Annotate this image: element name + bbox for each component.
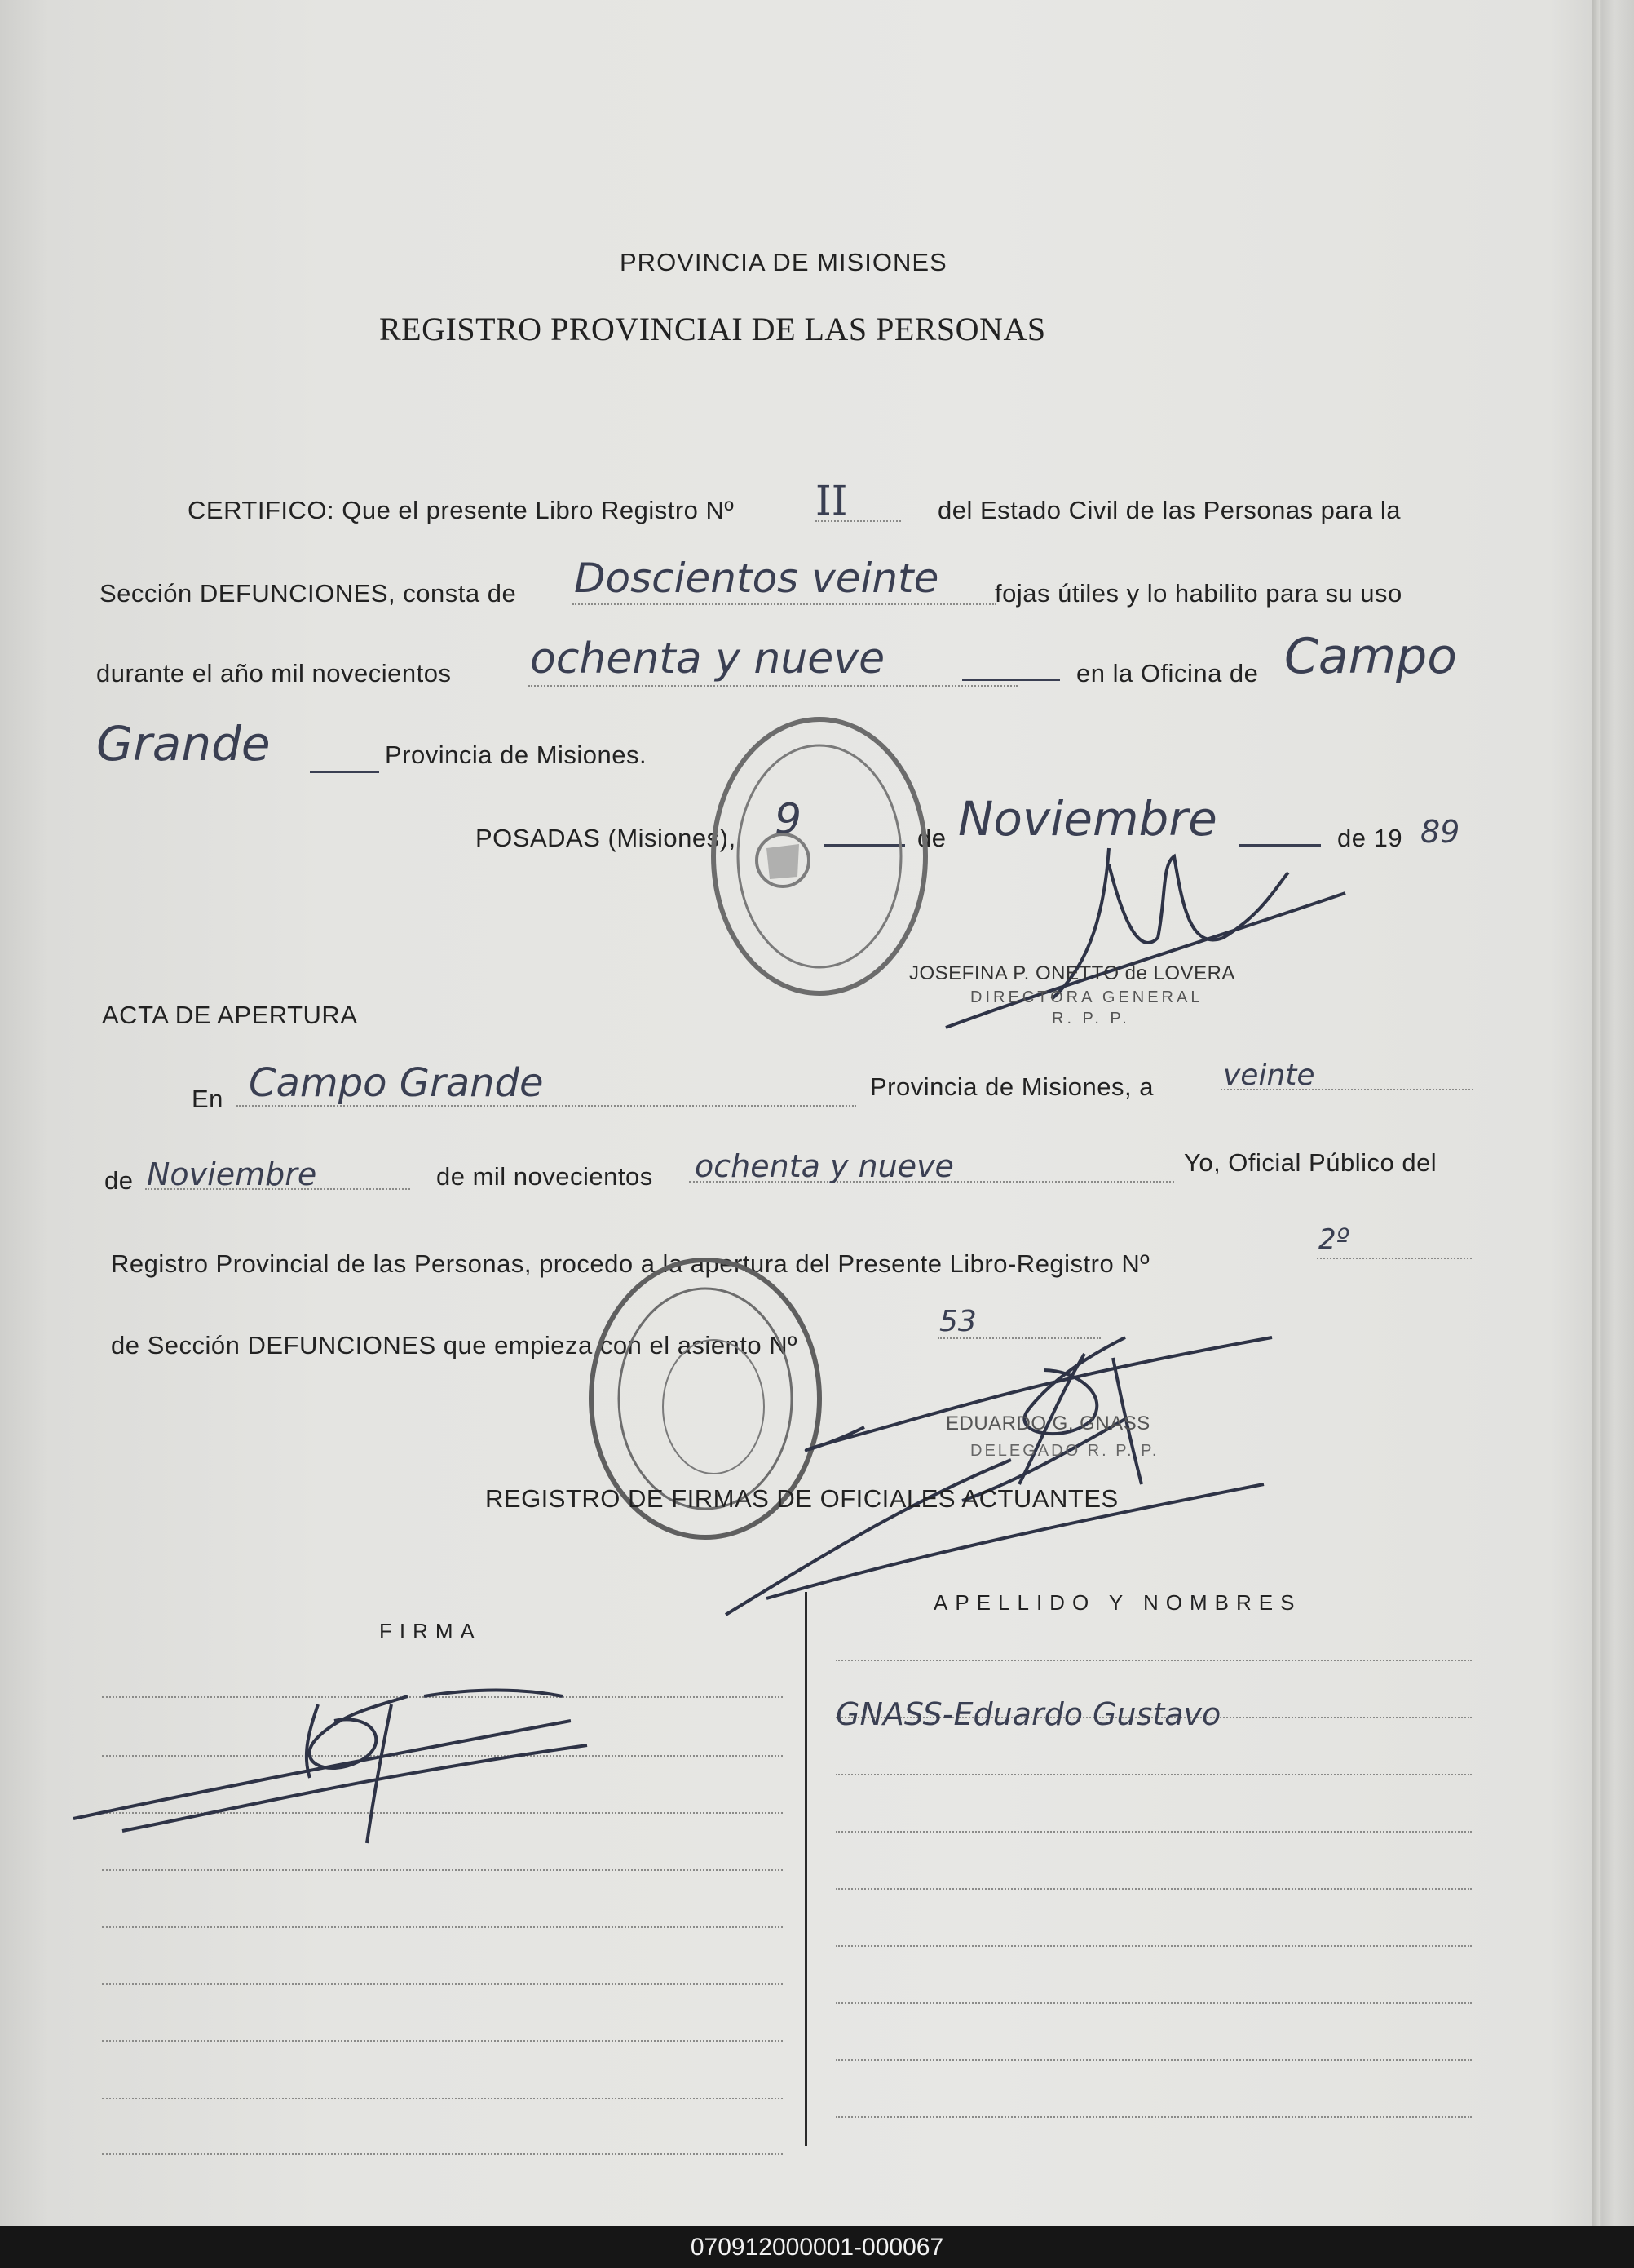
cert-line2-b: fojas útiles y lo habilito para su uso	[995, 579, 1402, 608]
nombre-line	[836, 1945, 1472, 1947]
year-words-handwritten: ochenta y nueve	[530, 634, 885, 683]
director-org: R. P. P.	[1052, 1010, 1130, 1028]
apertura-day-handwritten: veinte	[1223, 1059, 1315, 1092]
apertura-year-handwritten: ochenta y nueve	[695, 1148, 954, 1184]
firma-line	[102, 1869, 783, 1871]
apertura-book-field	[1317, 1258, 1472, 1259]
nombres-column-header: APELLIDO Y NOMBRES	[934, 1590, 1302, 1615]
nombre-line	[836, 2002, 1472, 2004]
apertura-entry-handwritten: 53	[939, 1305, 977, 1338]
book-binding	[1592, 0, 1600, 2226]
cert-line3-a: durante el año mil novecientos	[96, 659, 452, 687]
place-text: POSADAS (Misiones),	[475, 824, 736, 852]
apertura-month-handwritten: Noviembre	[147, 1156, 317, 1192]
firma-line	[102, 1983, 783, 1985]
acta-title: ACTA DE APERTURA	[102, 1001, 358, 1029]
registry-heading: REGISTRO PROVINCIAI DE LAS PERSONAS	[379, 311, 1046, 347]
delegate-title: DELEGADO R. P. P.	[970, 1442, 1159, 1460]
month-handwritten: Noviembre	[958, 791, 1217, 847]
apertura-line4: de Sección DEFUNCIONES que empieza con el asiento Nº	[111, 1331, 797, 1359]
fill-line	[310, 771, 379, 773]
apertura-de-mil: de mil novecientos	[436, 1162, 653, 1191]
cert-line3-b: en la Oficina de	[1076, 659, 1259, 687]
firma-line	[102, 2040, 783, 2042]
office-handwritten-1: Campo	[1284, 628, 1457, 685]
year-suffix-handwritten: 89	[1420, 814, 1460, 850]
nombre-line	[836, 2116, 1472, 2118]
year-field	[528, 685, 1018, 687]
apertura-place-handwritten: Campo Grande	[249, 1060, 544, 1106]
date-de: de	[917, 824, 947, 852]
director-name: JOSEFINA P. ONETTO de LOVERA	[909, 962, 1235, 984]
cert-line1-b: del Estado Civil de las Personas para la	[938, 496, 1401, 524]
fill-line	[962, 679, 1060, 681]
footer-id: 070912000001-000067	[0, 2226, 1634, 2268]
firma-line	[102, 1926, 783, 1928]
book-number-handwritten: II	[815, 477, 848, 524]
name-entry-handwritten: GNASS-Eduardo Gustavo	[836, 1696, 1221, 1732]
nombre-line	[836, 1831, 1472, 1833]
year-prefix: de 19	[1337, 824, 1403, 852]
office-handwritten-2: Grande	[96, 716, 271, 771]
apertura-en: En	[192, 1085, 223, 1113]
nombre-line	[836, 1888, 1472, 1890]
cert-line2-a: Sección DEFUNCIONES, consta de	[99, 579, 517, 608]
delegate-signature	[701, 1321, 1288, 1631]
apertura-prov: Provincia de Misiones, a	[870, 1072, 1154, 1101]
cert-line1-a: CERTIFICO: Que el presente Libro Registro Nº	[188, 496, 735, 524]
cert-line4: Provincia de Misiones.	[385, 741, 647, 769]
firma-column-header: FIRMA	[379, 1619, 482, 1643]
province-heading: PROVINCIA DE MISIONES	[620, 248, 947, 276]
firma-line	[102, 2153, 783, 2155]
firma-signature	[65, 1672, 620, 1859]
table-divider	[805, 1592, 807, 2146]
nombre-line	[836, 2059, 1472, 2061]
director-title: DIRECTORA GENERAL	[970, 988, 1203, 1006]
folios-handwritten: Doscientos veinte	[574, 555, 939, 602]
apertura-book-handwritten: 2º	[1318, 1223, 1349, 1256]
firmas-title: REGISTRO DE FIRMAS DE OFICIALES ACTUANTES	[485, 1484, 1119, 1513]
apertura-de: de	[104, 1166, 134, 1195]
firma-line	[102, 2098, 783, 2099]
folios-field	[572, 603, 996, 605]
apertura-line3: Registro Provincial de las Personas, procedo a la apertura del Presente Libro-Registro Nº	[111, 1249, 1150, 1278]
delegate-name: EDUARDO G. GNASS	[946, 1413, 1150, 1435]
day-handwritten: 9	[775, 795, 802, 844]
nombre-line	[836, 1660, 1472, 1661]
nombre-line	[836, 1774, 1472, 1775]
apertura-yo: Yo, Oficial Público del	[1184, 1148, 1437, 1177]
